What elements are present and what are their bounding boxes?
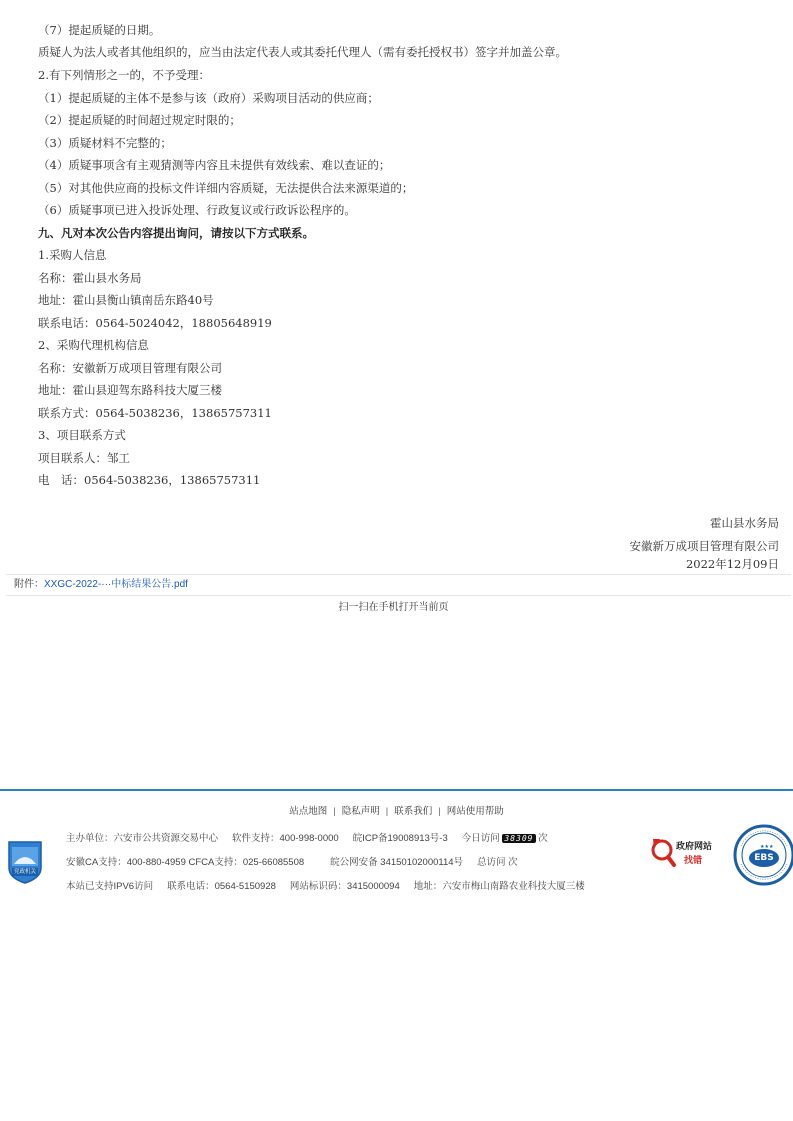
total-visits: 总访问 次 — [477, 857, 518, 868]
footer-link-help[interactable]: 网站使用帮助 — [446, 806, 504, 817]
body-line: 地址：霍山县衡山镇南岳东路40号 — [38, 293, 214, 307]
body-line: 质疑人为法人或者其他组织的，应当由法定代表人或其委托代理人（需有委托授权书）签字并加盖公章。 — [38, 45, 567, 59]
badge-text: 党政机关 — [13, 869, 36, 875]
ebs-seal-icon[interactable] — [733, 824, 793, 890]
footer-divider — [0, 789, 793, 791]
body-line: （2）提起质疑的时间超过规定时限的； — [38, 113, 241, 127]
footer-info-row3 — [66, 878, 585, 892]
body-line: 名称：霍山县水务局 — [38, 271, 142, 285]
visit-counter: 38309 — [504, 834, 534, 843]
footer-link-privacy[interactable]: 隐私声明 — [341, 806, 380, 817]
ebs-text: EBS — [754, 853, 774, 863]
contact-phone: 联系电话：0564-5150928 — [167, 881, 276, 892]
body-line: 1.采购人信息 — [38, 248, 107, 262]
police-record-link[interactable]: 皖公网安备 34150102000114号 — [330, 857, 464, 868]
footer-info-row1 — [66, 830, 548, 844]
body-line: 联系方式：0564-5038236，13865757311 — [38, 406, 272, 420]
footer-info-row2 — [66, 854, 518, 868]
body-line: （7）提起质疑的日期。 — [38, 23, 161, 37]
visits-unit: 次 — [538, 833, 548, 844]
footer-links: 站点地图 | 隐私声明 | 联系我们 | 网站使用帮助 — [289, 806, 504, 817]
body-line: （3）质疑材料不完整的； — [38, 136, 172, 150]
visits-label: 今日访问 — [461, 833, 500, 844]
host-unit: 主办单位：六安市公共资源交易中心 — [66, 833, 219, 844]
party-gov-badge-icon[interactable] — [6, 838, 44, 888]
body-line: （6）质疑事项已进入投诉处理、行政复议或行政诉讼程序的。 — [38, 203, 356, 217]
body-line: 2.有下列情形之一的，不予受理： — [38, 68, 210, 82]
signature-org2: 安徽新万成项目管理有限公司 — [629, 539, 779, 553]
scan-qr-hint: 扫一扫在手机打开当前页 — [338, 602, 449, 613]
attachment-label: 附件： — [14, 579, 44, 590]
ca-support: 安徽CA支持：400-880-4959 CFCA支持：025-66085508 — [66, 857, 305, 868]
body-line: （5）对其他供应商的投标文件详细内容质疑，无法提供合法来源渠道的； — [38, 181, 414, 195]
body-line: （1）提起质疑的主体不是参与该（政府）采购项目活动的供应商； — [38, 91, 379, 105]
svg-text:★★★: ★★★ — [760, 844, 774, 850]
attachment-link[interactable]: XXGC-2022-···中标结果公告.pdf — [44, 579, 188, 590]
gov-logo-line2: 找错 — [684, 856, 703, 866]
body-line: 名称：安徽新万成项目管理有限公司 — [38, 361, 222, 375]
signature-date: 2022年12月09日 — [685, 557, 779, 571]
signature-org1: 霍山县水务局 — [710, 516, 779, 530]
section-heading: 九、凡对本次公告内容提出询问，请按以下方式联系。 — [38, 226, 314, 240]
body-line: 2、采购代理机构信息 — [38, 338, 149, 352]
gov-site-error-report-icon[interactable] — [650, 835, 720, 873]
footer-link-sitemap[interactable]: 站点地图 — [289, 806, 328, 817]
attachment-row — [6, 574, 791, 596]
software-support: 软件支持：400-998-0000 — [232, 833, 339, 844]
site-id: 网站标识码：3415000094 — [289, 881, 400, 892]
body-line: 地址：霍山县迎驾东路科技大厦三楼 — [38, 383, 222, 397]
body-line: 电 话：0564-5038236，13865757311 — [38, 473, 261, 487]
address: 地址：六安市梅山南路农业科技大厦三楼 — [413, 881, 585, 892]
body-line: 联系电话：0564-5024042，18805648919 — [38, 316, 272, 330]
body-line: 项目联系人：邹工 — [38, 451, 130, 465]
icp-link[interactable]: 皖ICP备19008913号-3 — [352, 833, 448, 844]
footer-link-contact[interactable]: 联系我们 — [394, 806, 433, 817]
body-line: （4）质疑事项含有主观猜测等内容且未提供有效线索、难以查证的； — [38, 158, 391, 172]
gov-logo-line1: 政府网站 — [676, 842, 713, 852]
body-line: 3、项目联系方式 — [38, 428, 126, 442]
ipv6-note: 本站已支持IPV6访问 — [66, 881, 154, 892]
